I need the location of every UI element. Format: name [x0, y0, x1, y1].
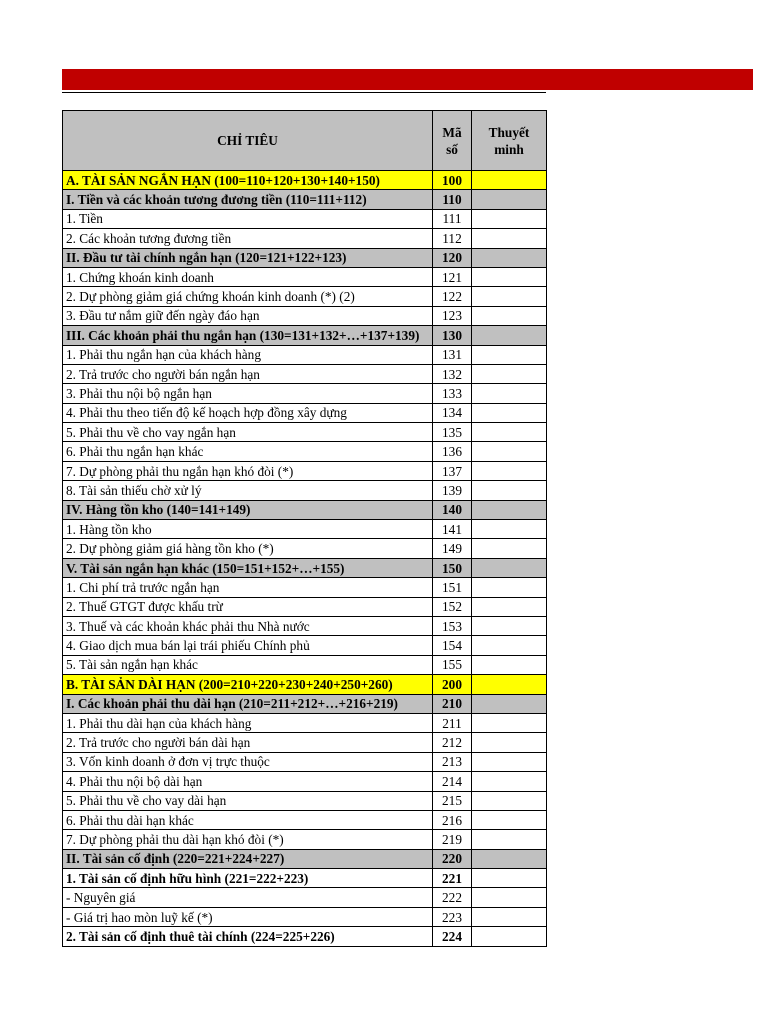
- row-note: [472, 791, 547, 810]
- table-row: [63, 461, 547, 480]
- row-note: [472, 403, 547, 422]
- row-code: 137: [433, 461, 472, 480]
- row-label: - Nguyên giá: [63, 888, 433, 907]
- col-header-label: CHỈ TIÊU: [63, 111, 433, 171]
- row-label: 3. Thuế và các khoản khác phải thu Nhà nước: [63, 616, 433, 635]
- table-row: [63, 655, 547, 674]
- row-code: 100: [433, 171, 472, 190]
- row-label: - Giá trị hao mòn luỹ kế (*): [63, 907, 433, 926]
- table-row: [63, 675, 547, 694]
- row-note: [472, 345, 547, 364]
- row-note: [472, 520, 547, 539]
- row-label: 4. Phải thu theo tiến độ kế hoạch hợp đồng xây dựng: [63, 403, 433, 422]
- row-note: [472, 539, 547, 558]
- row-label: 2. Dự phòng giảm giá chứng khoán kinh doanh (*) (2): [63, 287, 433, 306]
- table-row: [63, 713, 547, 732]
- row-note: [472, 772, 547, 791]
- row-code: 140: [433, 500, 472, 519]
- table-row: [63, 616, 547, 635]
- row-label: 3. Vốn kinh doanh ở đơn vị trực thuộc: [63, 752, 433, 771]
- row-label: 5. Phải thu về cho vay dài hạn: [63, 791, 433, 810]
- row-label: 3. Đầu tư nắm giữ đến ngày đáo hạn: [63, 306, 433, 325]
- table-row: [63, 927, 547, 946]
- row-code: 121: [433, 267, 472, 286]
- row-code: 223: [433, 907, 472, 926]
- row-label: 7. Dự phòng phải thu ngắn hạn khó đòi (*): [63, 461, 433, 480]
- row-note: [472, 616, 547, 635]
- table-row: [63, 364, 547, 383]
- row-label: 1. Tiền: [63, 209, 433, 228]
- row-code: 154: [433, 636, 472, 655]
- row-code: 150: [433, 558, 472, 577]
- row-note: [472, 442, 547, 461]
- row-code: 131: [433, 345, 472, 364]
- row-code: 134: [433, 403, 472, 422]
- row-code: 132: [433, 364, 472, 383]
- row-code: 123: [433, 306, 472, 325]
- row-note: [472, 461, 547, 480]
- row-label: 5. Tài sản ngắn hạn khác: [63, 655, 433, 674]
- table-row: [63, 384, 547, 403]
- row-code: 130: [433, 326, 472, 345]
- table-row: [63, 694, 547, 713]
- row-note: [472, 733, 547, 752]
- row-code: 215: [433, 791, 472, 810]
- row-code: 153: [433, 616, 472, 635]
- row-note: [472, 423, 547, 442]
- row-code: 219: [433, 830, 472, 849]
- row-note: [472, 927, 547, 946]
- table-row: [63, 520, 547, 539]
- row-label: 1. Chi phí trả trước ngắn hạn: [63, 578, 433, 597]
- col-header-code: Mã số: [433, 111, 472, 171]
- row-code: 220: [433, 849, 472, 868]
- row-code: 152: [433, 597, 472, 616]
- table-row: [63, 442, 547, 461]
- row-code: 112: [433, 229, 472, 248]
- row-label: 6. Phải thu dài hạn khác: [63, 810, 433, 829]
- row-label: 2. Dự phòng giảm giá hàng tồn kho (*): [63, 539, 433, 558]
- table-row: [63, 500, 547, 519]
- row-code: 216: [433, 810, 472, 829]
- row-note: [472, 675, 547, 694]
- table-row: [63, 306, 547, 325]
- row-label: 4. Giao dịch mua bán lại trái phiếu Chính phủ: [63, 636, 433, 655]
- row-label: 8. Tài sản thiếu chờ xử lý: [63, 481, 433, 500]
- row-code: 122: [433, 287, 472, 306]
- row-code: 110: [433, 190, 472, 209]
- row-code: 211: [433, 713, 472, 732]
- row-note: [472, 248, 547, 267]
- table-row: [63, 229, 547, 248]
- row-label: 4. Phải thu nội bộ dài hạn: [63, 772, 433, 791]
- table-row: [63, 481, 547, 500]
- table-row: [63, 752, 547, 771]
- row-label: 1. Chứng khoán kinh doanh: [63, 267, 433, 286]
- row-note: [472, 500, 547, 519]
- row-code: 133: [433, 384, 472, 403]
- row-label: 1. Phải thu ngắn hạn của khách hàng: [63, 345, 433, 364]
- header-rule: [62, 92, 546, 93]
- table-row: [63, 267, 547, 286]
- table-row: [63, 190, 547, 209]
- row-code: 151: [433, 578, 472, 597]
- row-note: [472, 326, 547, 345]
- row-label: 7. Dự phòng phải thu dài hạn khó đòi (*): [63, 830, 433, 849]
- row-note: [472, 888, 547, 907]
- col-header-note: Thuyết minh: [472, 111, 547, 171]
- row-code: 200: [433, 675, 472, 694]
- row-label: A. TÀI SẢN NGẮN HẠN (100=110+120+130+140+150): [63, 171, 433, 190]
- table-row: [63, 209, 547, 228]
- row-code: 135: [433, 423, 472, 442]
- row-note: [472, 267, 547, 286]
- table-row: [63, 907, 547, 926]
- row-code: 222: [433, 888, 472, 907]
- row-label: II. Đầu tư tài chính ngắn hạn (120=121+122+123): [63, 248, 433, 267]
- row-note: [472, 869, 547, 888]
- row-note: [472, 384, 547, 403]
- row-label: 2. Tài sản cố định thuê tài chính (224=225+226): [63, 927, 433, 946]
- table-row: [63, 345, 547, 364]
- row-label: B. TÀI SẢN DÀI HẠN (200=210+220+230+240+250+260): [63, 675, 433, 694]
- table-row: [63, 558, 547, 577]
- row-note: [472, 306, 547, 325]
- row-label: 2. Trả trước cho người bán dài hạn: [63, 733, 433, 752]
- row-note: [472, 597, 547, 616]
- table-row: [63, 287, 547, 306]
- row-code: 221: [433, 869, 472, 888]
- row-code: 120: [433, 248, 472, 267]
- row-note: [472, 713, 547, 732]
- row-label: IV. Hàng tồn kho (140=141+149): [63, 500, 433, 519]
- row-note: [472, 171, 547, 190]
- row-note: [472, 636, 547, 655]
- row-label: V. Tài sản ngắn hạn khác (150=151+152+…+155): [63, 558, 433, 577]
- header-red-band: [62, 69, 753, 90]
- row-note: [472, 849, 547, 868]
- row-note: [472, 655, 547, 674]
- table-row: [63, 869, 547, 888]
- row-label: 1. Hàng tồn kho: [63, 520, 433, 539]
- table-row: [63, 772, 547, 791]
- row-note: [472, 481, 547, 500]
- row-label: 2. Trả trước cho người bán ngắn hạn: [63, 364, 433, 383]
- row-code: 210: [433, 694, 472, 713]
- row-label: III. Các khoản phải thu ngắn hạn (130=131+132+…+137+139): [63, 326, 433, 345]
- table-row: [63, 248, 547, 267]
- table-row: [63, 578, 547, 597]
- row-note: [472, 229, 547, 248]
- table-row: [63, 597, 547, 616]
- row-label: I. Tiền và các khoản tương đương tiền (110=111+112): [63, 190, 433, 209]
- table-row: [63, 733, 547, 752]
- table-header-row: [63, 111, 547, 171]
- row-note: [472, 209, 547, 228]
- row-note: [472, 907, 547, 926]
- row-note: [472, 578, 547, 597]
- row-label: 1. Tài sản cố định hữu hình (221=222+223): [63, 869, 433, 888]
- row-code: 214: [433, 772, 472, 791]
- row-code: 155: [433, 655, 472, 674]
- row-code: 212: [433, 733, 472, 752]
- row-note: [472, 810, 547, 829]
- table-row: [63, 830, 547, 849]
- table-row: [63, 423, 547, 442]
- table-row: [63, 888, 547, 907]
- row-note: [472, 694, 547, 713]
- row-label: 2. Thuế GTGT được khấu trừ: [63, 597, 433, 616]
- balance-sheet-table: [62, 110, 547, 947]
- table-row: [63, 791, 547, 810]
- table-row: [63, 810, 547, 829]
- row-code: 141: [433, 520, 472, 539]
- table-row: [63, 849, 547, 868]
- row-label: 5. Phải thu về cho vay ngắn hạn: [63, 423, 433, 442]
- table-row: [63, 171, 547, 190]
- row-note: [472, 287, 547, 306]
- row-note: [472, 752, 547, 771]
- table-row: [63, 326, 547, 345]
- row-code: 111: [433, 209, 472, 228]
- row-note: [472, 830, 547, 849]
- row-label: I. Các khoản phải thu dài hạn (210=211+212+…+216+219): [63, 694, 433, 713]
- table-row: [63, 539, 547, 558]
- row-note: [472, 558, 547, 577]
- table-row: [63, 636, 547, 655]
- row-code: 149: [433, 539, 472, 558]
- row-code: 224: [433, 927, 472, 946]
- table-row: [63, 403, 547, 422]
- row-note: [472, 364, 547, 383]
- row-label: 2. Các khoản tương đương tiền: [63, 229, 433, 248]
- row-note: [472, 190, 547, 209]
- row-code: 136: [433, 442, 472, 461]
- row-label: II. Tài sản cố định (220=221+224+227): [63, 849, 433, 868]
- row-label: 6. Phải thu ngắn hạn khác: [63, 442, 433, 461]
- row-label: 1. Phải thu dài hạn của khách hàng: [63, 713, 433, 732]
- row-code: 213: [433, 752, 472, 771]
- row-code: 139: [433, 481, 472, 500]
- row-label: 3. Phải thu nội bộ ngắn hạn: [63, 384, 433, 403]
